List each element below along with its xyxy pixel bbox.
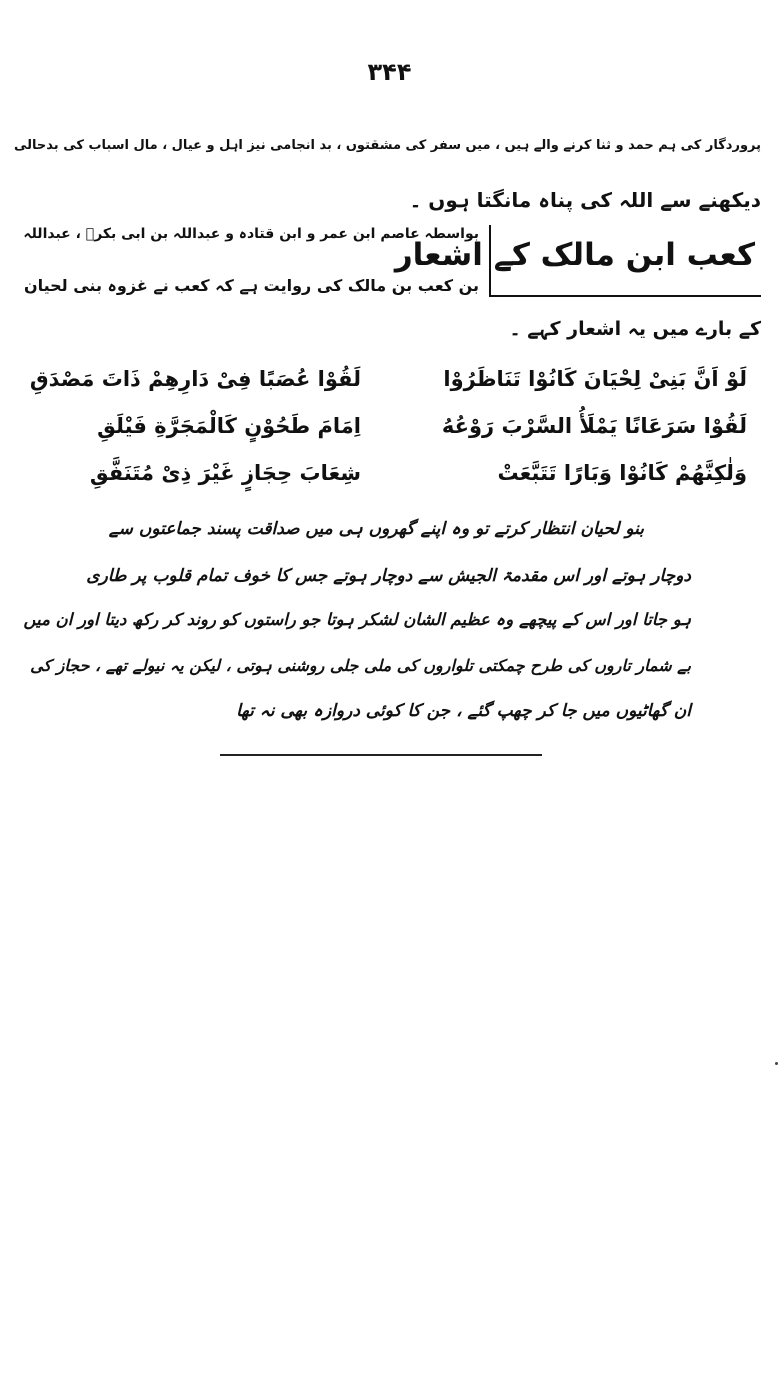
section-heading-box (394, 225, 761, 297)
verse-1-second-hemistich: لَقُوْا عُصَبًا فِیْ دَارِهِمْ ذَاتَ مَصْدَقِ (29, 367, 361, 391)
section-end-divider (220, 754, 542, 756)
section-intro-line-3: کے بارے میں یہ اشعار کہے ۔ (509, 318, 761, 340)
verse-2-second-hemistich: اِمَامَ طَحُوْنٍ کَالْمَجَرَّةِ فَیْلَقِ (97, 414, 361, 438)
paragraph-line-3: ہو جاتا اور اس کے پیچھے وہ عظیم الشان لشکر ہوتا جو راستوں کو روند کر رکھ دیتا اور ان میں (23, 610, 691, 629)
intro-line-1: پروردگار کی ہم حمد و ثنا کرنے والے ہیں ، میں سفر کی مشقتوں ، بد انجامی نیز اہل و عیال ، مال اسباب کی بدحالی (14, 138, 761, 153)
paragraph-line-2: دوچار ہوتے اور اس مقدمۃ الجیش سے دوچار ہوتے جس کا خوف تمام قلوب پر طاری (86, 566, 691, 586)
verse-3-second-hemistich: شِعَابَ حِجَازٍ غَیْرَ ذِیْ مُتَنَفَّقِ (89, 461, 361, 485)
verse-2-first-hemistich: لَقُوْا سَرَعَانًا یَمْلَأُ السَّرْبَ رَوْعُهُ (441, 414, 747, 438)
paragraph-line-4: بے شمار تاروں کی طرح چمکتی تلواروں کی ملی جلی روشنی ہوتی ، لیکن یہ نیولے تھے ، حجاز کی (30, 656, 691, 675)
section-heading: کعب ابن مالک کے اشعار (394, 237, 755, 273)
verse-3-first-hemistich: وَلٰكِنَّهُمْ كَانُوْا وَبَارًا تَتَبَّعَتْ (497, 461, 747, 485)
paragraph-line-5: ان گھاٹیوں میں جا کر چھپ گئے ، جن کا کوئی دروازہ بھی نہ تھا (236, 701, 691, 721)
section-side-line-2: بن کعب بن مالک کی روایت ہے کہ کعب نے غزوہ بنی لحیان (23, 276, 479, 295)
page-number: ۳۴۴ (367, 58, 412, 86)
scan-speck (775, 1062, 778, 1065)
section-side-line-1: بواسطہ عاصم ابن عمر و ابن قتادہ و عبداللہ بن ابی بکرؓ ، عبداللہ (23, 226, 479, 242)
verse-1-first-hemistich: لَوْ اَنَّ بَنِیْ لِحْیَانَ کَانُوْا تَنَاظَرُوْا (443, 367, 747, 391)
intro-line-2: دیکھنے سے اللہ کی پناہ مانگتا ہوں ۔ (409, 188, 761, 212)
paragraph-line-1: بنو لحیان انتظار کرتے تو وہ اپنے گھروں ہی میں صداقت پسند جماعتوں سے (108, 519, 644, 539)
